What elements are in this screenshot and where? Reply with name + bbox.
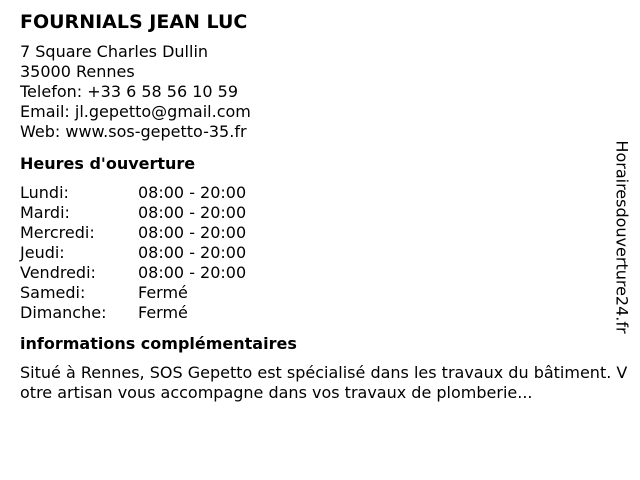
address-city: 35000 Rennes: [20, 62, 135, 81]
day-label: Mardi:: [20, 203, 70, 222]
day-hours: 08:00 - 20:00: [138, 203, 247, 222]
day-hours: Fermé: [138, 283, 188, 302]
hours-row-monday: [20, 183, 246, 203]
day-hours: 08:00 - 20:00: [138, 223, 247, 242]
website-line: Web: www.sos-gepetto-35.fr: [20, 122, 247, 141]
hours-row-wednesday: [20, 223, 246, 243]
hours-row-tuesday: [20, 203, 246, 223]
hours-row-friday: [20, 263, 246, 283]
hours-row-saturday: [20, 283, 246, 303]
additional-info-heading: informations complémentaires: [20, 334, 297, 353]
day-label: Mercredi:: [20, 223, 95, 242]
opening-hours-heading: Heures d'ouverture: [20, 154, 196, 173]
day-label: Samedi:: [20, 283, 86, 302]
day-label: Dimanche:: [20, 303, 107, 322]
address-street: 7 Square Charles Dullin: [20, 42, 209, 61]
day-label: Lundi:: [20, 183, 69, 202]
email-line: Email: jl.gepetto@gmail.com: [20, 102, 251, 121]
additional-info-text: Situé à Rennes, SOS Gepetto est spécialisé dans les travaux du bâtiment. Votre artisan vous accompagne dans vos travaux de plomberie...: [20, 363, 628, 402]
business-card: [20, 10, 630, 403]
day-label: Vendredi:: [20, 263, 96, 282]
opening-hours-table: [20, 183, 246, 323]
day-hours: Fermé: [138, 303, 188, 322]
day-hours: 08:00 - 20:00: [138, 263, 247, 282]
day-label: Jeudi:: [20, 243, 65, 262]
site-watermark: Horairesdouverture24.fr: [612, 140, 632, 334]
day-hours: 08:00 - 20:00: [138, 183, 247, 202]
hours-row-sunday: [20, 303, 246, 323]
day-hours: 08:00 - 20:00: [138, 243, 247, 262]
hours-row-thursday: [20, 243, 246, 263]
business-name: FOURNIALS JEAN LUC: [20, 11, 248, 33]
phone-line: Telefon: +33 6 58 56 10 59: [20, 82, 239, 101]
